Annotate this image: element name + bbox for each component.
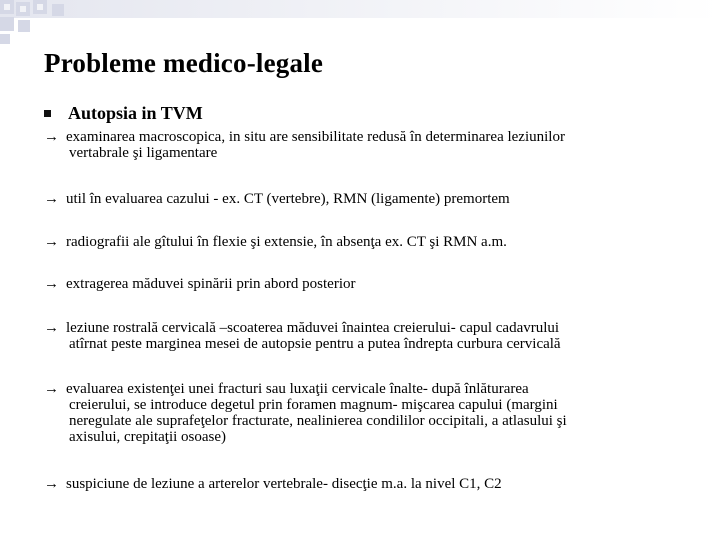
list-item-line: atîrnat peste marginea mesei de autopsie pentru a putea îndrepta curbura cervicală	[69, 336, 561, 352]
arrow-icon: →	[44, 476, 59, 492]
list-item-line: examinarea macroscopica, in situ are sensibilitate redusă în determinarea leziunilor	[66, 129, 565, 145]
slide-title: Probleme medico-legale	[44, 48, 324, 78]
list-item	[44, 476, 684, 492]
bullet-heading-row	[44, 103, 203, 124]
list-item	[44, 320, 684, 352]
arrow-icon: →	[44, 276, 59, 292]
list-item-line: creierului, se introduce degetul prin foramen magnum- mişcarea capului (margini	[69, 397, 558, 413]
list-item	[44, 129, 684, 161]
list-item	[44, 381, 684, 445]
arrow-icon: →	[44, 234, 59, 250]
bullet-heading: Autopsia in TVM	[68, 103, 203, 123]
decorative-header-squares	[0, 0, 720, 46]
list-item	[44, 234, 684, 250]
arrow-icon: →	[44, 129, 59, 145]
list-item-line: leziune rostrală cervicală –scoaterea măduvei înaintea creierului- capul cadavrului	[66, 320, 560, 336]
list-item-line: util în evaluarea cazului - ex. CT (vertebre), RMN (ligamente) premortem	[66, 191, 510, 207]
list-item-line: neregulate ale suprafeţelor fracturate, nealinierea condililor occipitali, a atlasului şi	[69, 413, 567, 429]
list-item-line: evaluarea existenţei unei fracturi sau luxaţii cervicale înalte- după înlăturarea	[66, 381, 529, 397]
list-item-line: suspiciune de leziune a arterelor vertebrale- disecţie m.a. la nivel C1, C2	[66, 476, 502, 492]
list-item-line: axisului, crepitaţii osoase)	[69, 429, 227, 445]
arrow-icon: →	[44, 191, 59, 207]
list-item	[44, 191, 684, 207]
square-bullet-icon	[44, 110, 51, 117]
list-item	[44, 276, 684, 292]
list-item-line: radiografii ale gîtului în flexie şi extensie, în absenţa ex. CT şi RMN a.m.	[66, 234, 507, 250]
arrow-icon: →	[44, 381, 59, 397]
list-item-line: extragerea măduvei spinării prin abord posterior	[66, 276, 356, 292]
list-item-line: vertabrale şi ligamentare	[69, 145, 218, 161]
arrow-icon: →	[44, 320, 59, 336]
